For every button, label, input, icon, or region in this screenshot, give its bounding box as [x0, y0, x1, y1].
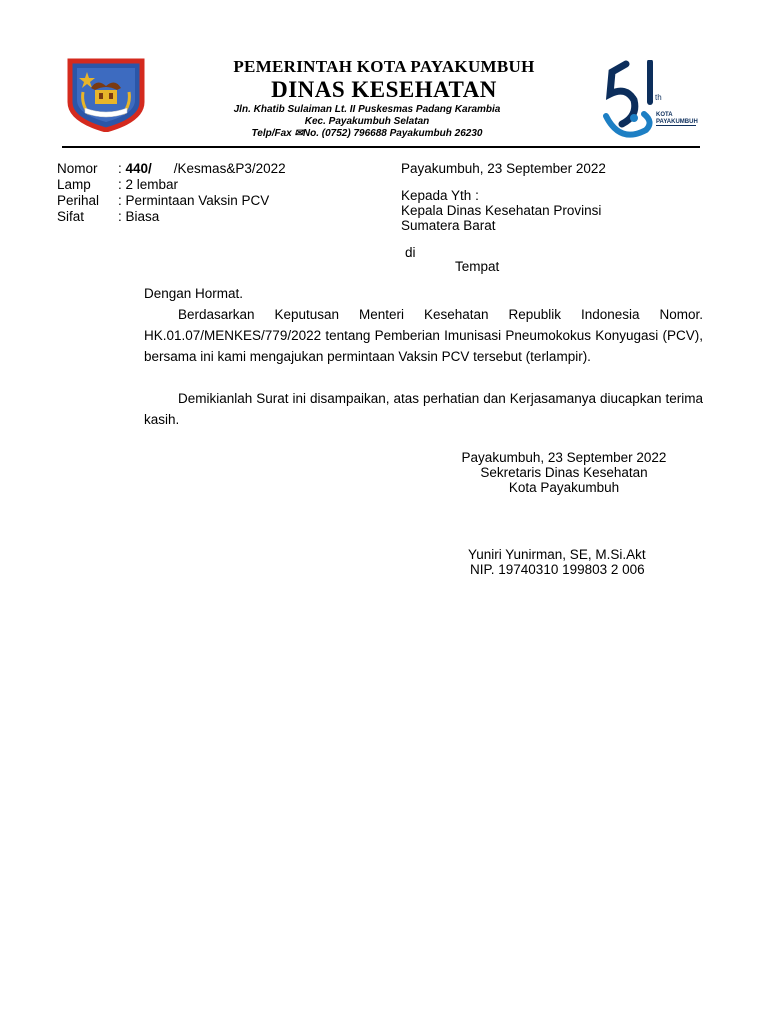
body-paragraph-2: Demikianlah Surat ini disampaikan, atas perhatian dan Kerjasamanya diucapkan terima kasih.: [144, 391, 703, 427]
signature-title-1: Sekretaris Dinas Kesehatan: [480, 465, 648, 480]
signatory-nip: NIP. 19740310 199803 2 006: [470, 562, 645, 577]
letterhead-agency: DINAS KESEHATAN: [271, 77, 497, 102]
meta-lamp-label: Lamp: [57, 177, 91, 192]
meta-nomor-label: Nomor: [57, 161, 98, 176]
anniversary-text-city: PAYAKUMBUH: [656, 119, 698, 125]
signature-title-2: Kota Payakumbuh: [508, 480, 620, 495]
recipient-name-line2: Sumatera Barat: [401, 218, 496, 233]
anniversary-text-kota: KOTA: [656, 112, 673, 118]
meta-sifat-label: Sifat: [57, 209, 85, 224]
signatory-name: Yuniri Yunirman, SE, M.Si.Akt: [468, 547, 646, 562]
meta-perihal-label: Perihal: [57, 193, 100, 208]
letterhead-divider: [62, 146, 700, 148]
letterhead-address-district: Kec. Payakumbuh Selatan: [304, 116, 430, 127]
recipient-place: Tempat: [455, 259, 500, 274]
meta-nomor-value: : 440/ /Kesmas&P3/2022: [118, 161, 286, 176]
letterhead-address-street: Jln. Khatib Sulaiman Lt. II Puskesmas Padang Karambia: [233, 104, 501, 115]
body-greeting: Dengan Hormat.: [144, 286, 244, 301]
letter-date: Payakumbuh, 23 September 2022: [401, 161, 606, 176]
recipient-di: di: [405, 245, 416, 260]
meta-perihal-value: : Permintaan Vaksin PCV: [118, 193, 270, 208]
anniversary-logo: [600, 60, 702, 146]
meta-sifat-value: : Biasa: [118, 209, 160, 224]
body-paragraph-1: Berdasarkan Keputusan Menteri Kesehatan Republik Indonesia Nomor. HK.01.07/MENKES/779/2022 tentang Pemberian Imunisasi Pneumokokus Konyugasi (PCV), bersama ini kami mengajukan permintaan Vaksin PCV tersebut (terlampir).: [144, 307, 703, 364]
meta-lamp-value: : 2 lembar: [118, 177, 179, 192]
letterhead-government: PEMERINTAH KOTA PAYAKUMBUH: [233, 57, 535, 76]
recipient-name-line1: Kepala Dinas Kesehatan Provinsi: [401, 203, 602, 218]
signature-place-date: Payakumbuh, 23 September 2022: [461, 450, 667, 465]
recipient-salutation: Kepada Yth :: [401, 188, 479, 203]
letterhead-contact: Telp/Fax ✉No. (0752) 796688 Payakumbuh 26230: [251, 128, 483, 139]
anniversary-superscript: th: [655, 93, 662, 102]
